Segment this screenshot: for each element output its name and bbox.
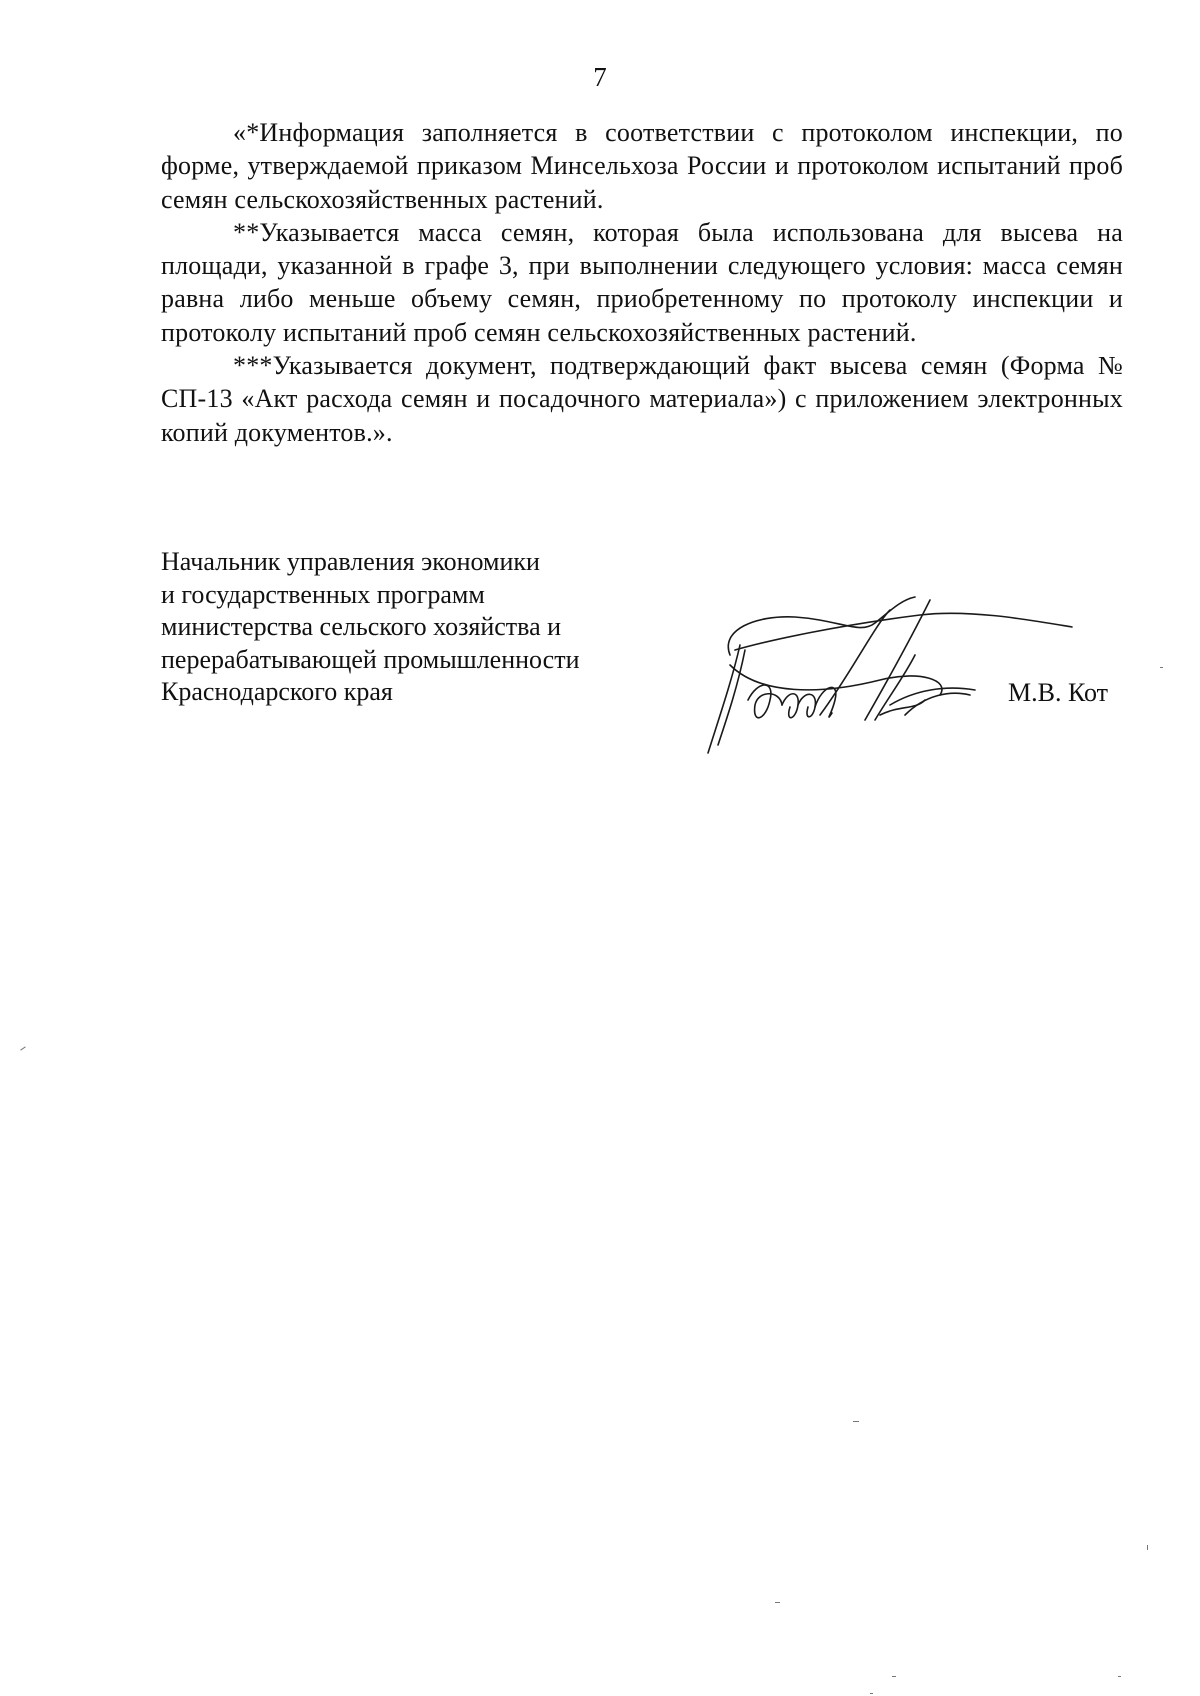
signatory-title (161, 546, 641, 709)
scan-speck (1118, 1676, 1121, 1677)
page-number: 7 (593, 62, 607, 92)
scan-speck (853, 1421, 859, 1422)
signatory-title-line: перерабатывающей промышленности (161, 644, 580, 674)
signatory-title-line: министерства сельского хозяйства и (161, 612, 562, 641)
footnotes (161, 116, 1123, 449)
signatory-title-line: Начальник управления экономики (161, 547, 540, 576)
scan-speck (870, 1693, 873, 1694)
signatory-title-line: Краснодарского края (161, 677, 393, 706)
footnote-3: ***Указывается документ, подтверждающий факт высева семян (Форма № СП-13 «Акт расхода семян и посадочного материала») с приложением электронных копий документов.». (161, 351, 1123, 447)
footnote-1: «*Информация заполняется в соответствии с протоколом инспекции, по форме, утверждаемой приказом Минсельхоза России и протоколом испытаний проб семян сельскохозяйственных растений. (161, 118, 1123, 214)
scan-speck (1147, 1545, 1148, 1550)
signatory-title-line: и государственных программ (161, 579, 485, 609)
footnote-2: **Указывается масса семян, которая была использована для высева на площади, указанной в графе 3, при выполнении следующего условия: масса семян равна либо меньше объему семян, приобретенному по протоколу инспекции и протоколу испытаний проб семян сельскохозяйственных растений. (161, 217, 1123, 347)
signatory-name: М.В. Кот (1008, 678, 1109, 707)
scan-speck (892, 1676, 896, 1677)
scan-speck (1160, 667, 1163, 668)
scan-speck (775, 1602, 780, 1603)
scan-speck (20, 1046, 25, 1050)
